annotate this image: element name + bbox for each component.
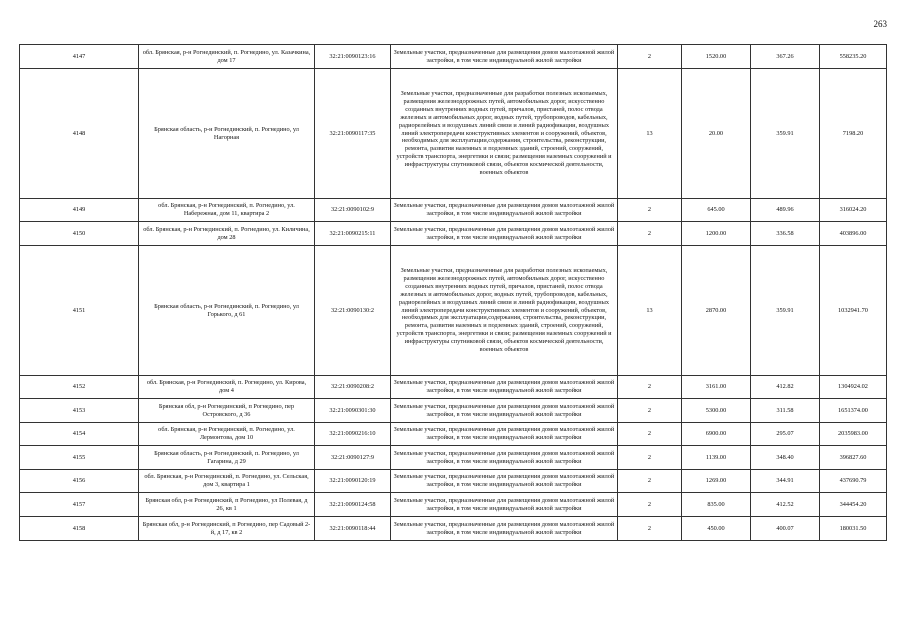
row-number: 4155 [20,446,139,470]
table-row [20,446,887,470]
table-row [20,423,887,446]
land-use-cell: Земельные участки, предназначенные для размещения домов малоэтажной жилой застройки, в том числе индивидуальной жилой застройки [391,517,618,541]
unit-rate-cell: 295.07 [751,423,820,446]
row-number: 4153 [20,399,139,423]
address-cell: обл. Брянская, р-н Рогнединский, п. Рогнедино, ул. Киличина, дом 28 [139,222,315,246]
address-cell: обл. Брянская, р-н Рогнединский, п. Рогнедино, ул. Лермонтова, дом 10 [139,423,315,446]
cadastral-number-cell: 32:21:0090130:2 [315,246,391,376]
group-cell: 2 [618,446,682,470]
table-row [20,493,887,517]
address-cell: Брянская область, р-н Рогнединский, п. Рогнедино, ул Гагарина, д 29 [139,446,315,470]
unit-rate-cell: 489.96 [751,199,820,222]
land-use-cell: Земельные участки, предназначенные для размещения домов малоэтажной жилой застройки, в том числе индивидуальной жилой застройки [391,493,618,517]
row-number: 4157 [20,493,139,517]
cadastral-value-cell: 1304924.02 [820,376,887,399]
unit-rate-cell: 336.58 [751,222,820,246]
unit-rate-cell: 311.58 [751,399,820,423]
row-number: 4149 [20,199,139,222]
group-cell: 2 [618,470,682,493]
cadastral-number-cell: 32:21:0090124:58 [315,493,391,517]
cadastral-value-cell: 344454.20 [820,493,887,517]
cadastral-number-cell: 32:21:0090208:2 [315,376,391,399]
row-number: 4148 [20,69,139,199]
land-use-cell: Земельные участки, предназначенные для размещения домов малоэтажной жилой застройки, в том числе индивидуальной жилой застройки [391,45,618,69]
unit-rate-cell: 400.07 [751,517,820,541]
unit-rate-cell: 344.91 [751,470,820,493]
group-cell: 2 [618,423,682,446]
unit-rate-cell: 367.26 [751,45,820,69]
area-cell: 835.00 [682,493,751,517]
cadastral-number-cell: 32:21:0090123:16 [315,45,391,69]
address-cell: Брянская область, р-н Рогнединский, п. Рогнедино, ул Горького, д 61 [139,246,315,376]
area-cell: 3161.00 [682,376,751,399]
area-cell: 20.00 [682,69,751,199]
row-number: 4156 [20,470,139,493]
cadastral-number-cell: 32:21:0090301:30 [315,399,391,423]
address-cell: Брянская область, р-н Рогнединский, п. Рогнедино, ул Нагорная [139,69,315,199]
table-row [20,45,887,69]
row-number: 4150 [20,222,139,246]
cadastral-number-cell: 32:21:0090127:9 [315,446,391,470]
row-number: 4147 [20,45,139,69]
table-body [20,45,887,541]
land-use-cell: Земельные участки, предназначенные для размещения домов малоэтажной жилой застройки, в том числе индивидуальной жилой застройки [391,423,618,446]
land-use-cell: Земельные участки, предназначенные для размещения домов малоэтажной жилой застройки, в том числе индивидуальной жилой застройки [391,376,618,399]
address-cell: обл. Брянская, р-н Рогнединский, п. Рогнедино, ул. Набережная, дом 11, квартира 2 [139,199,315,222]
area-cell: 450.00 [682,517,751,541]
land-use-cell: Земельные участки, предназначенные для размещения домов малоэтажной жилой застройки, в том числе индивидуальной жилой застройки [391,446,618,470]
table-row [20,517,887,541]
cadastral-value-cell: 7198.20 [820,69,887,199]
land-use-cell: Земельные участки, предназначенные для разработки полезных ископаемых, размещения железнодорожных путей, автомобильных дорог, искусственно созданных внутренних водных путей, причалов, пристаней, полос отвода железных и автомобильных дорог, водных путей, трубопроводов, кабельных, радиорелейных и воздушных линий связи и линий радиофикации, воздушных линий электропередачи конструктивных элементов и сооружений, объектов, необходимых для эксплуатации,содержания, строительства, реконструкции, ремонта, развития наземных и подземных зданий, строений, сооружений, устройств транспорта, энергетики и связи; размещения наземных сооружений и инфраструктуры спутниковой связи, объектов космической деятельности, военных объектов [391,246,618,376]
row-number: 4154 [20,423,139,446]
address-cell: Брянская обл, р-н Рогнединский, п Рогнедино, пер Садовый 2-й, д 17, кв 2 [139,517,315,541]
cadastral-value-cell: 316024.20 [820,199,887,222]
unit-rate-cell: 359.91 [751,69,820,199]
group-cell: 2 [618,222,682,246]
cadastral-value-cell: 558235.20 [820,45,887,69]
cadastral-value-cell: 180031.50 [820,517,887,541]
table-row [20,69,887,199]
address-cell: обл. Брянская, р-н Рогнединский, п. Рогнедино, ул. Казачкина, дом 17 [139,45,315,69]
unit-rate-cell: 412.82 [751,376,820,399]
table-row [20,246,887,376]
land-use-cell: Земельные участки, предназначенные для размещения домов малоэтажной жилой застройки, в том числе индивидуальной жилой застройки [391,399,618,423]
table-row [20,470,887,493]
cadastral-value-cell: 437690.79 [820,470,887,493]
area-cell: 1139.00 [682,446,751,470]
cadastral-value-cell: 1032941.70 [820,246,887,376]
area-cell: 2870.00 [682,246,751,376]
cadastral-value-cell: 396827.60 [820,446,887,470]
row-number: 4151 [20,246,139,376]
group-cell: 2 [618,493,682,517]
group-cell: 2 [618,376,682,399]
table-row [20,199,887,222]
land-use-cell: Земельные участки, предназначенные для размещения домов малоэтажной жилой застройки, в том числе индивидуальной жилой застройки [391,222,618,246]
cadastral-number-cell: 32:21:0090120:19 [315,470,391,493]
area-cell: 1200.00 [682,222,751,246]
land-use-cell: Земельные участки, предназначенные для размещения домов малоэтажной жилой застройки, в том числе индивидуальной жилой застройки [391,199,618,222]
area-cell: 1520.00 [682,45,751,69]
land-use-cell: Земельные участки, предназначенные для разработки полезных ископаемых, размещения железнодорожных путей, автомобильных дорог, искусственно созданных внутренних водных путей, причалов, пристаней, полос отвода железных и автомобильных дорог, водных путей, трубопроводов, кабельных, радиорелейных и воздушных линий связи и линий радиофикации, воздушных линий электропередачи конструктивных элементов и сооружений, объектов, необходимых для эксплуатации,содержания, строительства, реконструкции, ремонта, развития наземных и подземных зданий, строений, сооружений, устройств транспорта, энергетики и связи; размещения наземных сооружений и инфраструктуры спутниковой связи, объектов космической деятельности, военных объектов [391,69,618,199]
land-use-cell: Земельные участки, предназначенные для размещения домов малоэтажной жилой застройки, в том числе индивидуальной жилой застройки [391,470,618,493]
unit-rate-cell: 412.52 [751,493,820,517]
group-cell: 2 [618,399,682,423]
cadastral-number-cell: 32:21:0090118:44 [315,517,391,541]
cadastral-value-cell: 1651374.00 [820,399,887,423]
unit-rate-cell: 359.91 [751,246,820,376]
row-number: 4158 [20,517,139,541]
table-row [20,222,887,246]
address-cell: Брянская обл, р-н Рогнединский, п Рогнедино, пер Островского, д 36 [139,399,315,423]
address-cell: Брянская обл, р-н Рогнединский, п Рогнедино, ул Полевая, д 26, кв 1 [139,493,315,517]
cadastral-value-cell: 403896.00 [820,222,887,246]
cadastral-value-table [19,44,887,541]
unit-rate-cell: 348.40 [751,446,820,470]
cadastral-number-cell: 32:21:0090102:9 [315,199,391,222]
group-cell: 2 [618,45,682,69]
address-cell: обл. Брянская, р-н Рогнединский, п. Рогнедино, ул. Кирова, дом 4 [139,376,315,399]
group-cell: 2 [618,199,682,222]
address-cell: обл. Брянская, р-н Рогнединский, п. Рогнедино, ул. Сельская, дом 3, квартира 1 [139,470,315,493]
table-row [20,376,887,399]
area-cell: 6900.00 [682,423,751,446]
cadastral-number-cell: 32:21:0090117:35 [315,69,391,199]
cadastral-number-cell: 32:21:0090215:11 [315,222,391,246]
area-cell: 1269.00 [682,470,751,493]
table-row [20,399,887,423]
group-cell: 2 [618,517,682,541]
cadastral-value-cell: 2035983.00 [820,423,887,446]
group-cell: 13 [618,246,682,376]
group-cell: 13 [618,69,682,199]
area-cell: 5300.00 [682,399,751,423]
row-number: 4152 [20,376,139,399]
cadastral-number-cell: 32:21:0090216:10 [315,423,391,446]
page-number: 263 [873,19,887,29]
area-cell: 645.00 [682,199,751,222]
